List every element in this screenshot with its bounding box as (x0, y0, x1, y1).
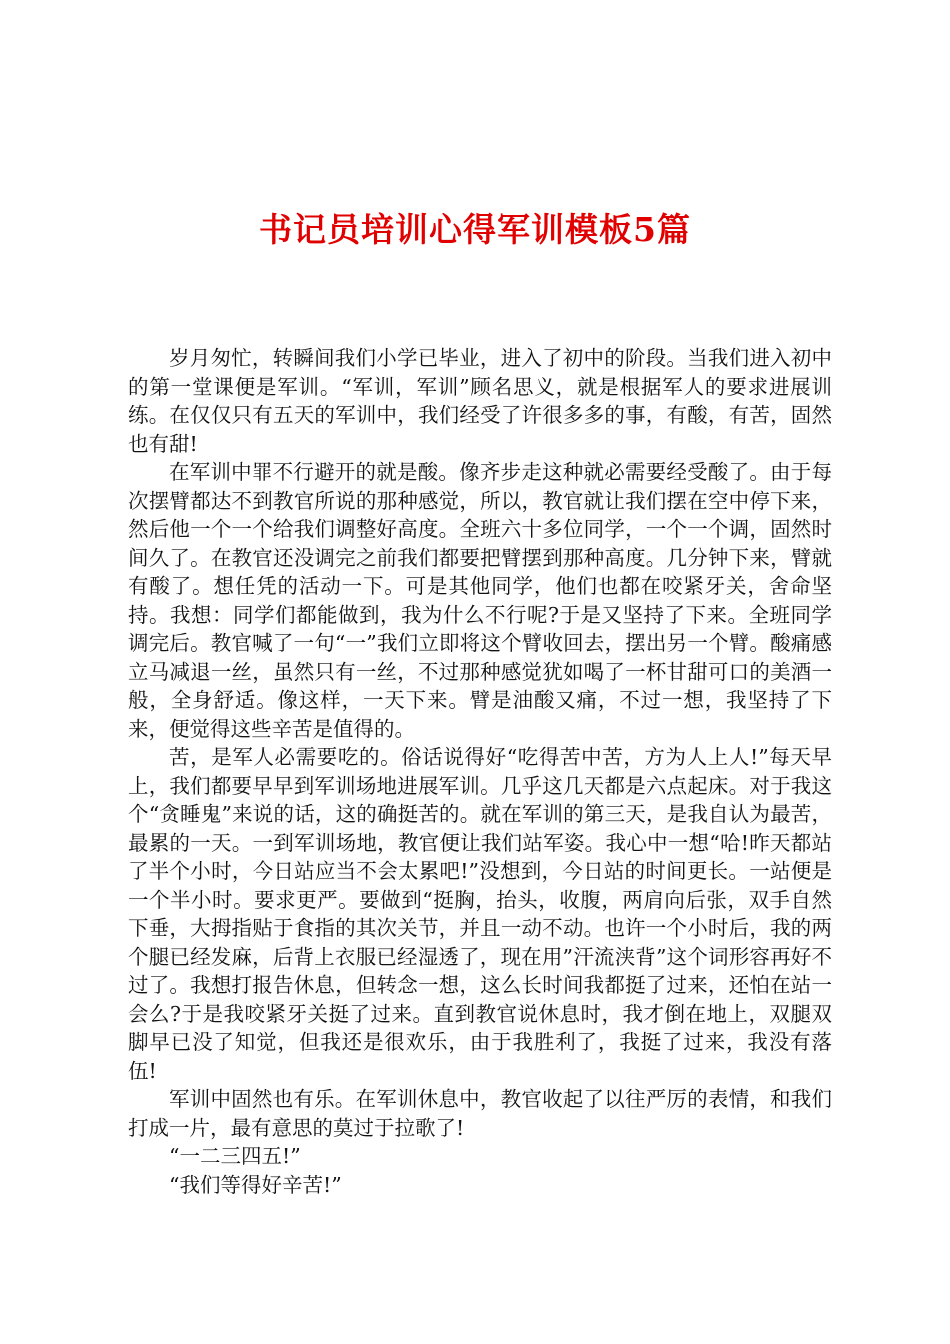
paragraph-chant-1: “一二三四五!” (169, 1144, 301, 1168)
paragraph-chant-2: “我们等得好辛苦!” (169, 1172, 342, 1197)
document-title: 书记员培训心得军训模板5篇 (259, 210, 691, 249)
document-body (128, 344, 832, 1199)
paragraph-joy: 军训中固然也有乐。在军训休息中，教官收起了以往严厉的表情，和我们打成一片，最有意思的莫过于拉歌了! (128, 1087, 832, 1140)
paragraph-intro: 岁月匆忙，转瞬间我们小学已毕业，进入了初中的阶段。当我们进入初中的第一堂课便是军训。“军训，军训”顾名思义，就是根据军人的要求进展训练。在仅仅只有五天的军训中，我们经受了许很多多的事，有酸，有苦，固然也有甜! (128, 346, 832, 456)
paragraph-bitter: 苦，是军人必需要吃的。俗话说得好“吃得苦中苦，方为人上人!”每天早上，我们都要早早到军训场地进展军训。几乎这几天都是六点起床。对于我这个“贪睡鬼”来说的话，这的确挺苦的。就在军训的第三天，是我自认为最苦，最累的一天。一到军训场地，教官便让我们站军姿。我心中一想“哈!昨天都站了半个小时，今日站应当不会太累吧!”没想到，今日站的时间更长。一站便是一个半小时。要求更严。要做到“挺胸，抬头，收腹，两肩向后张，双手自然下垂，大拇指贴于食指的其次关节，并且一动不动。也许一个小时后，我的两个腿已经发麻，后背上衣服已经湿透了，现在用”汗流浃背”这个词形容再好不过了。我想打报告休息，但转念一想，这么长时间我都挺了过来，还怕在站一会么?于是我咬紧牙关挺了过来。直到教官说休息时，我才倒在地上，双腿双脚早已没了知觉，但我还是很欢乐，由于我胜利了，我挺了过来，我没有落伍! (128, 745, 832, 1083)
paragraph-sour: 在军训中罪不行避开的就是酸。像齐步走这种就必需要经受酸了。由于每次摆臂都达不到教官所说的那种感觉，所以，教官就让我们摆在空中停下来，然后他一个一个给我们调整好高度。全班六十多位同学，一个一个调，固然时间久了。在教官还没调完之前我们都要把臂摆到那种高度。几分钟下来，臂就有酸了。想任凭的活动一下。可是其他同学，他们也都在咬紧牙关，舍命坚持。我想：同学们都能做到，我为什么不行呢?于是又坚持了下来。全班同学调完后。教官喊了一句“一”我们立即将这个臂收回去，摆出另一个臂。酸痛感立马减退一丝，虽然只有一丝，不过那种感觉犹如喝了一杯甘甜可口的美酒一般，全身舒适。像这样，一天下来。臂是油酸又痛，不过一想，我坚持了下来，便觉得这些辛苦是值得的。 (128, 460, 832, 741)
